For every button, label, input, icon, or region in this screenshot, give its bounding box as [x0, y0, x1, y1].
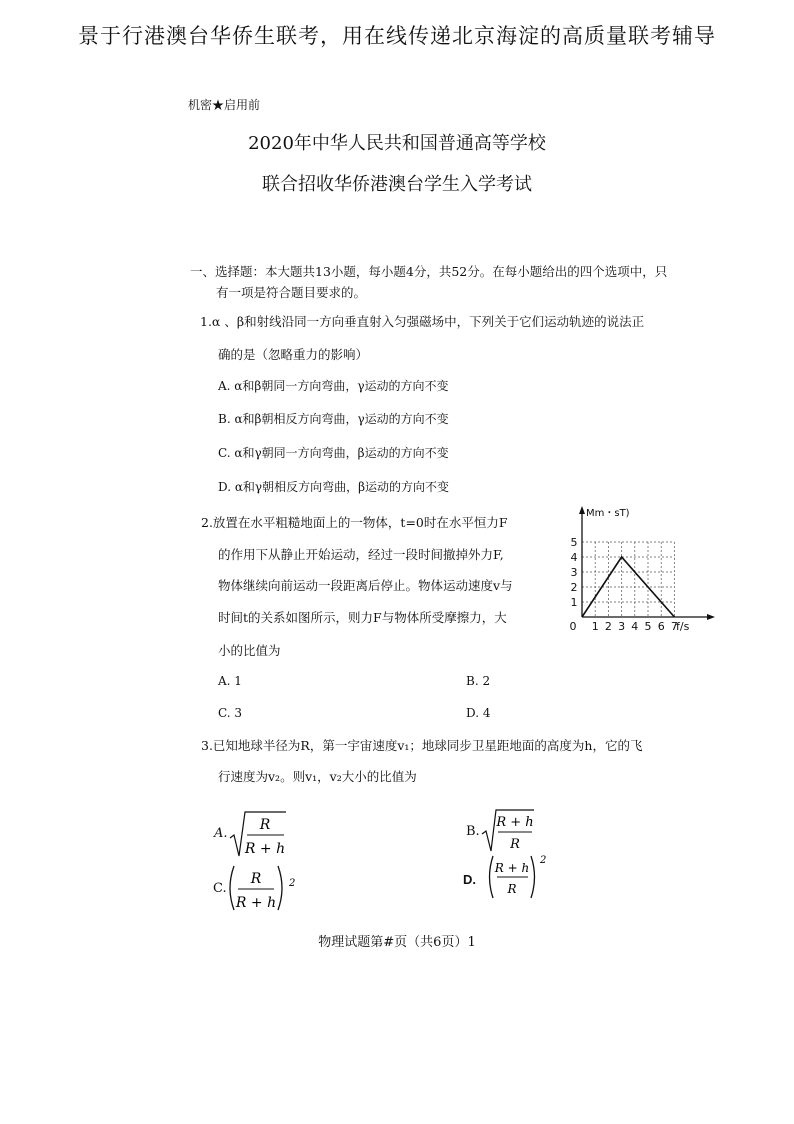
- section-intro-line2: 有一项是符合题目要求的。: [216, 285, 367, 300]
- y-tick-label: 2: [570, 581, 578, 594]
- q3-stem-line2: 行速度为v₂。则v₁，v₂大小的比值为: [218, 769, 417, 784]
- y-tick-label: 4: [570, 551, 578, 564]
- q3-option-c-letter[interactable]: C.: [213, 881, 227, 896]
- q2-option-c[interactable]: C. 3: [218, 706, 243, 720]
- header-banner: 景于行港澳台华侨生联考，用在线传递北京海淀的高质量联考辅导: [78, 24, 716, 48]
- x-tick-label: 5: [644, 620, 652, 633]
- q2-option-b[interactable]: B. 2: [466, 674, 491, 688]
- section-intro-line1: 一、选择题：本大题共13小题，每小题4分，共52分。在每小题给出的四个选项中，只: [190, 264, 668, 279]
- x-tick-label: 7: [670, 620, 678, 633]
- q3-option-a-formula[interactable]: [228, 808, 288, 860]
- q3-d-denominator: R: [507, 882, 517, 896]
- q3-option-d-letter[interactable]: D.: [463, 872, 476, 887]
- x-tick-label: 3: [618, 620, 626, 633]
- q3-option-b-letter[interactable]: B.: [466, 824, 480, 839]
- q2-stem-line3: 物体继续向前运动一段距离后停止。物体运动速度v与: [218, 578, 513, 593]
- q3-a-numerator: R: [259, 817, 271, 833]
- q2-stem-line4: 时间t的关系如图所示，则力F与物体所受摩擦力，大: [218, 610, 507, 625]
- q3-option-a-letter[interactable]: A.: [214, 826, 228, 841]
- velocity-time-chart: [560, 505, 720, 635]
- x-tick-label: 1: [591, 620, 599, 633]
- page-footer: 物理试题第#页（共6页）1: [318, 935, 476, 950]
- y-tick-label: 1: [570, 596, 578, 609]
- q2-option-a[interactable]: A. 1: [218, 674, 242, 688]
- exam-title-line1: 2020年中华人民共和国普通高等学校: [248, 133, 546, 154]
- q3-c-numerator: R: [250, 871, 262, 887]
- q3-stem-line1: 3.已知地球半径为R，第一宇宙速度v₁；地球同步卫星距地面的高度为h，它的飞: [201, 738, 643, 753]
- q2-option-d[interactable]: D. 4: [466, 706, 491, 720]
- exam-title-line2: 联合招收华侨港澳台学生入学考试: [262, 174, 532, 195]
- q2-stem-line5: 小的比值为: [218, 643, 281, 658]
- q3-b-numerator: R + h: [496, 815, 534, 830]
- q3-b-denominator: R: [510, 837, 520, 852]
- q1-option-c[interactable]: C. α和γ朝同一方向弯曲，β运动的方向不变: [218, 446, 449, 460]
- q3-option-c-formula[interactable]: [226, 862, 302, 914]
- x-tick-label: 4: [631, 620, 639, 633]
- y-axis-arrow: [579, 506, 585, 514]
- chart-tick-labels: [570, 536, 678, 633]
- q2-stem-line1: 2.放置在水平粗糙地面上的一物体，t=0时在水平恒力F: [201, 515, 508, 530]
- y-axis-label: Mm・sT): [586, 508, 630, 519]
- q3-c-exponent: 2: [289, 878, 296, 889]
- q3-d-numerator: R + h: [494, 861, 530, 875]
- x-tick-label: 2: [604, 620, 612, 633]
- x-tick-label: 0: [569, 620, 577, 633]
- chart-grid: [582, 542, 674, 617]
- y-tick-label: 3: [570, 566, 578, 579]
- q2-stem-line2: 的作用下从静止开始运动，经过一段时间撤掉外力F,: [218, 547, 504, 562]
- q1-option-d[interactable]: D. α和γ朝相反方向弯曲，β运动的方向不变: [218, 480, 450, 494]
- secret-label: 机密★启用前: [188, 98, 261, 112]
- q3-d-exponent: 2: [540, 855, 547, 866]
- x-axis-arrow: [707, 614, 715, 620]
- x-tick-label: 6: [657, 620, 665, 633]
- x-axis-label: f/s: [676, 620, 690, 633]
- q1-stem-line2: 确的是（忽略重力的影响）: [218, 347, 369, 362]
- q1-stem-line1: 1.α 、β和射线沿同一方向垂直射入匀强磁场中，下列关于它们运动轨迹的说法正: [200, 314, 645, 329]
- q1-option-a[interactable]: A. α和β朝同一方向弯曲，γ运动的方向不变: [218, 379, 449, 393]
- q3-a-denominator: R + h: [244, 841, 286, 857]
- y-tick-label: 5: [570, 536, 578, 549]
- q3-option-b-formula[interactable]: [480, 806, 536, 854]
- q3-option-d-formula[interactable]: [486, 852, 550, 902]
- q3-c-denominator: R + h: [235, 895, 277, 911]
- q1-option-b[interactable]: B. α和β朝相反方向弯曲，γ运动的方向不变: [218, 412, 449, 426]
